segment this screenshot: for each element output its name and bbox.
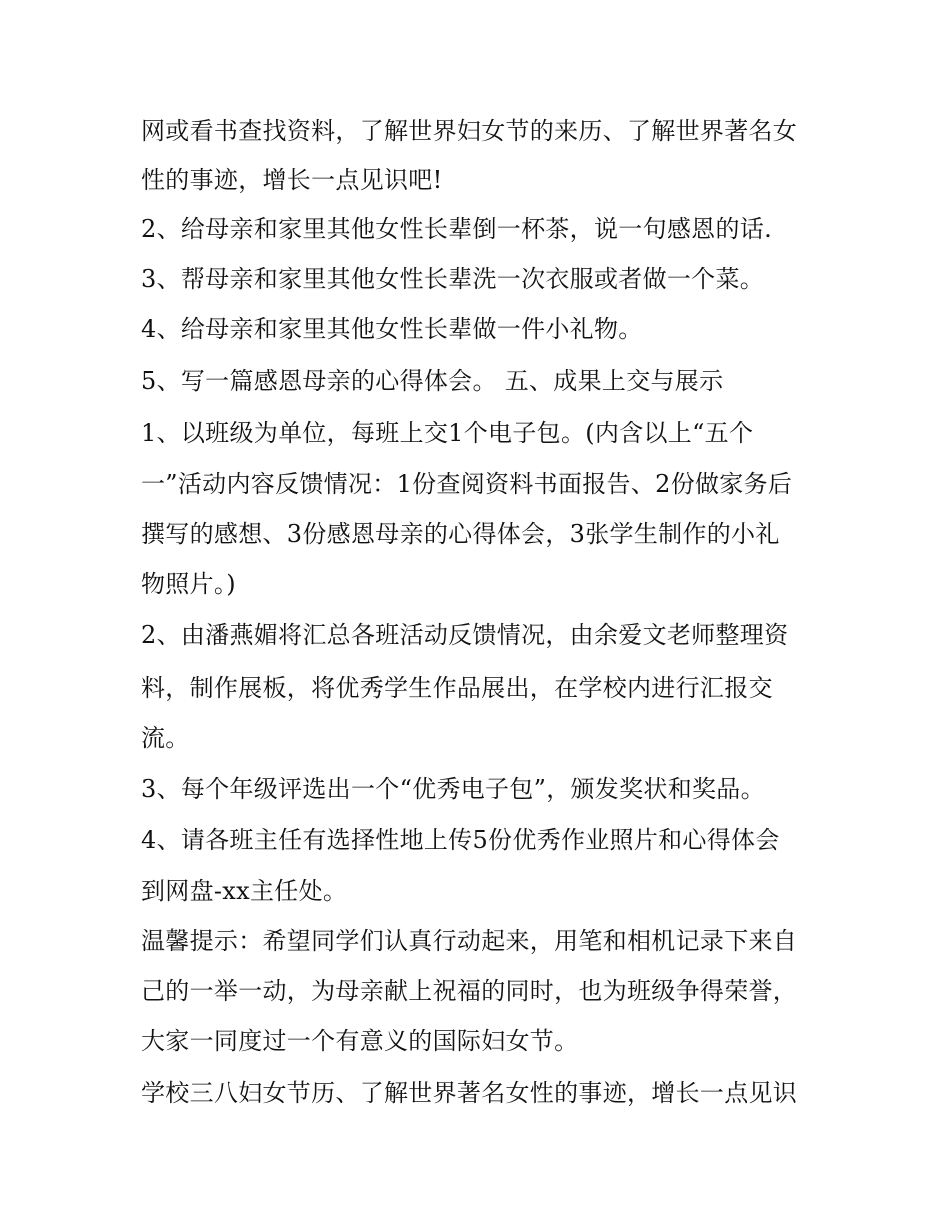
text-line: 撰写的感想、3份感恩母亲的心得体会，3张学生制作的小礼 (141, 520, 780, 548)
text-line: 2、由潘燕媚将汇总各班活动反馈情况，由余爱文老师整理资 (141, 621, 789, 649)
text-line: 料，制作展板，将优秀学生作品展出，在学校内进行汇报交 (141, 674, 773, 702)
text-line: 4、请各班主任有选择性地上传5份优秀作业照片和心得体会 (141, 826, 780, 854)
text-line: 3、帮母亲和家里其他女性长辈洗一次衣服或者做一个菜。 (141, 265, 765, 293)
text-line: 流。 (141, 724, 190, 752)
text-line: 4、给母亲和家里其他女性长辈做一件小礼物。 (141, 315, 643, 343)
text-line: 3、每个年级评选出一个“优秀电子包”，颁发奖状和奖品。 (141, 775, 765, 803)
text-line: 大家一同度过一个有意义的国际妇女节。 (141, 1027, 579, 1055)
text-line: 己的一举一动，为母亲献上祝福的同时，也为班级争得荣誉， (141, 977, 798, 1005)
text-line: 到网盘-xx主任处。 (141, 877, 348, 905)
text-line: 一”活动内容反馈情况：1份查阅资料书面报告、2份做家务后 (141, 470, 793, 498)
text-line: 温馨提示：希望同学们认真行动起来，用笔和相机记录下来自 (141, 927, 798, 955)
text-line: 1、以班级为单位，每班上交1个电子包。(内含以上“五个 (141, 419, 754, 447)
text-line: 性的事迹，增长一点见识吧! (141, 166, 443, 194)
text-line: 2、给母亲和家里其他女性长辈倒一杯茶，说一句感恩的话. (141, 215, 772, 243)
text-line: 学校三八妇女节历、了解世界著名女性的事迹，增长一点见识 (141, 1079, 798, 1107)
text-line: 物照片。) (141, 570, 236, 598)
text-line: 网或看书查找资料，了解世界妇女节的来历、了解世界著名女 (141, 117, 798, 145)
text-line: 5、写一篇感恩母亲的心得体会。 五、成果上交与展示 (141, 367, 724, 395)
